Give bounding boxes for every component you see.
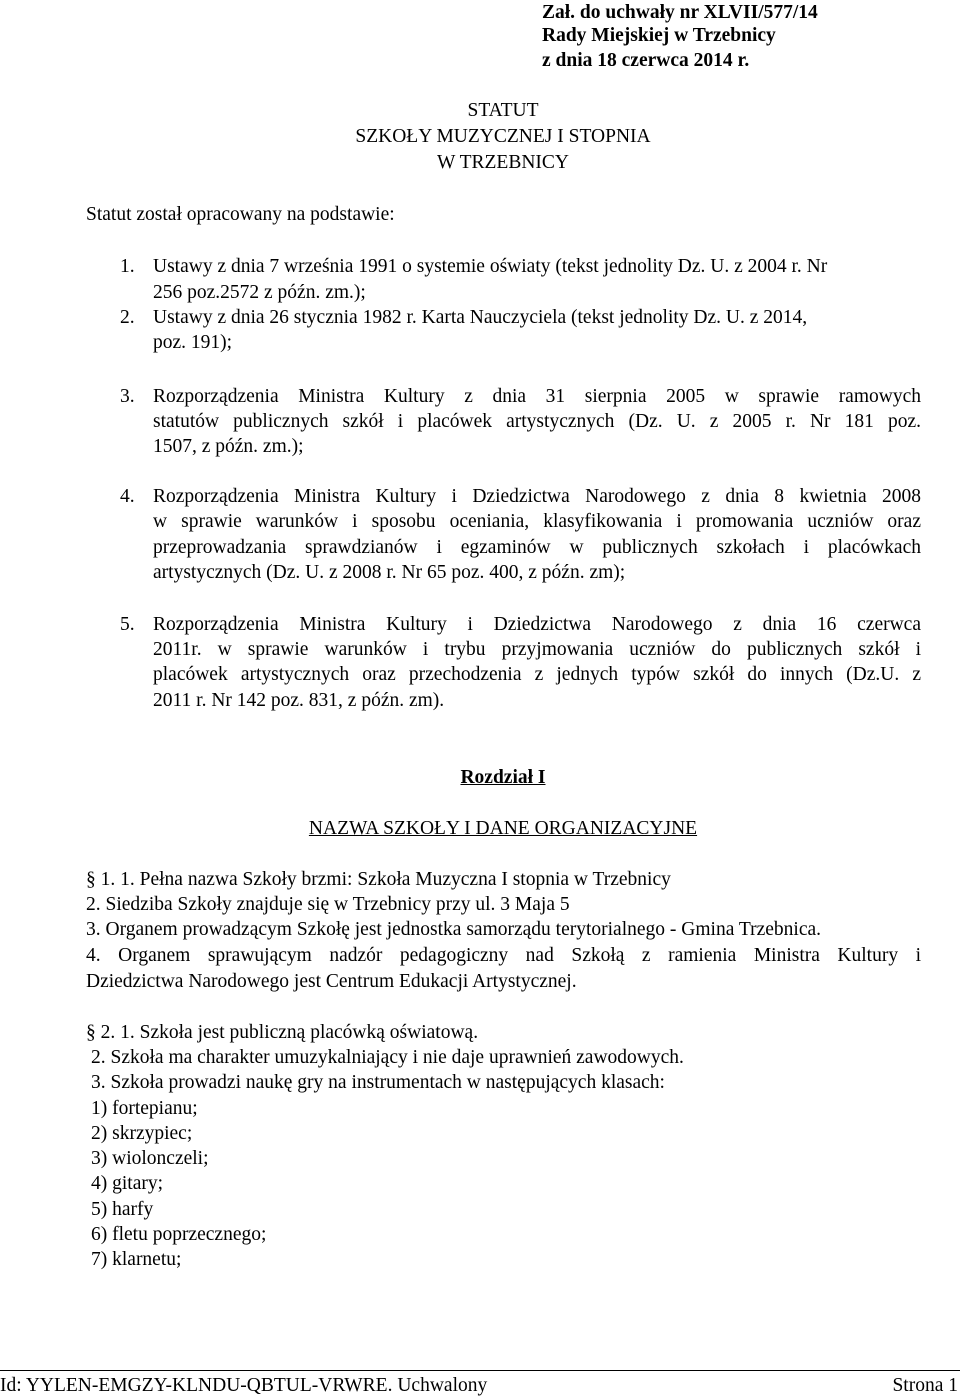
section1-paragraph: 2. Siedziba Szkoły znajduje się w Trzebnicy przy ul. 3 Maja 5: [86, 894, 570, 915]
basis-item-num: 5.: [120, 614, 135, 635]
footer-divider: [0, 1370, 960, 1371]
basis-item-line: poz. 191);: [153, 332, 233, 353]
basis-item-line: 2011 r. Nr 142 poz. 831, z późn. zm).: [153, 690, 445, 711]
basis-item-line: artystycznych (Dz. U. z 2008 r. Nr 65 poz. 400, z późn. zm);: [153, 562, 626, 583]
resolution-header-line2: Rady Miejskiej w Trzebnicy: [542, 25, 776, 46]
basis-item-line: przeprowadzania sprawdzianów i egzaminów w publicznych szkołach i placówkach: [153, 537, 921, 558]
instrument-list-item: 3) wiolonczeli;: [91, 1148, 209, 1169]
chapter-subtitle: NAZWA SZKOŁY I DANE ORGANIZACYJNE: [308, 818, 698, 839]
basis-item-line: Rozporządzenia Ministra Kultury i Dziedzictwa Narodowego z dnia 16 czerwca: [153, 614, 921, 635]
basis-item-line: placówek artystycznych oraz przechodzenia z jednych typów szkół do innych (Dz.U. z: [153, 664, 921, 685]
instrument-list-item: 1) fortepianu;: [91, 1098, 198, 1119]
statute-title-city: W TRZEBNICY: [437, 152, 569, 173]
section2-paragraph: 2. Szkoła ma charakter umuzykalniający i nie daje uprawnień zawodowych.: [91, 1047, 684, 1068]
instrument-list-item: 4) gitary;: [91, 1173, 164, 1194]
resolution-header-line3: z dnia 18 czerwca 2014 r.: [542, 50, 750, 71]
basis-item-line: 256 poz.2572 z późn. zm.);: [153, 282, 366, 303]
basis-item-line: Rozporządzenia Ministra Kultury z dnia 31 sierpnia 2005 w sprawie ramowych: [153, 386, 921, 407]
chapter-title: Rozdział I: [460, 767, 546, 788]
footer-page-number: Strona 1: [892, 1375, 958, 1396]
instrument-list-item: 7) klarnetu;: [91, 1249, 182, 1270]
section2-paragraph: § 2. 1. Szkoła jest publiczną placówką oświatową.: [86, 1022, 479, 1043]
basis-item-num: 4.: [120, 486, 135, 507]
section1-paragraph: § 1. 1. Pełna nazwa Szkoły brzmi: Szkoła Muzyczna I stopnia w Trzebnicy: [86, 869, 671, 890]
section2-paragraph: 3. Szkoła prowadzi naukę gry na instrumentach w następujących klasach:: [91, 1072, 665, 1093]
section1-paragraph: 3. Organem prowadzącym Szkołę jest jednostka samorządu terytorialnego - Gmina Trzebnica.: [86, 919, 822, 940]
statute-title: STATUT: [467, 100, 539, 121]
instrument-list-item: 2) skrzypiec;: [91, 1123, 193, 1144]
basis-item-line: statutów publicznych szkół i placówek artystycznych (Dz. U. z 2005 r. Nr 181 poz.: [153, 411, 921, 432]
instrument-list-item: 5) harfy: [91, 1199, 154, 1220]
basis-intro: Statut został opracowany na podstawie:: [86, 204, 395, 225]
footer-document-id: Id: YYLEN-EMGZY-KLNDU-QBTUL-VRWRE. Uchwalony: [0, 1375, 488, 1396]
resolution-header-line1: Zał. do uchwały nr XLVII/577/14: [542, 2, 818, 23]
basis-item-line: w sprawie warunków i sposobu oceniania, klasyfikowania i promowania uczniów oraz: [153, 511, 921, 532]
basis-item-line: Ustawy z dnia 7 września 1991 o systemie oświaty (tekst jednolity Dz. U. z 2004 r. Nr: [153, 256, 828, 277]
basis-item-line: Rozporządzenia Ministra Kultury i Dziedzictwa Narodowego z dnia 8 kwietnia 2008: [153, 486, 921, 507]
basis-item-num: 2.: [120, 307, 135, 328]
section1-paragraph: 4. Organem sprawującym nadzór pedagogiczny nad Szkołą z ramienia Ministra Kultury i: [86, 945, 921, 966]
statute-title-school: SZKOŁY MUZYCZNEJ I STOPNIA: [355, 126, 651, 147]
basis-item-line: Ustawy z dnia 26 stycznia 1982 r. Karta Nauczyciela (tekst jednolity Dz. U. z 2014,: [153, 307, 808, 328]
section1-paragraph: Dziedzictwa Narodowego jest Centrum Edukacji Artystycznej.: [86, 971, 577, 992]
basis-item-num: 3.: [120, 386, 135, 407]
basis-item-line: 1507, z późn. zm.);: [153, 436, 304, 457]
instrument-list-item: 6) fletu poprzecznego;: [91, 1224, 267, 1245]
basis-item-line: 2011r. w sprawie warunków i trybu przyjmowania uczniów do publicznych szkół i: [153, 639, 921, 660]
basis-item-num: 1.: [120, 256, 135, 277]
